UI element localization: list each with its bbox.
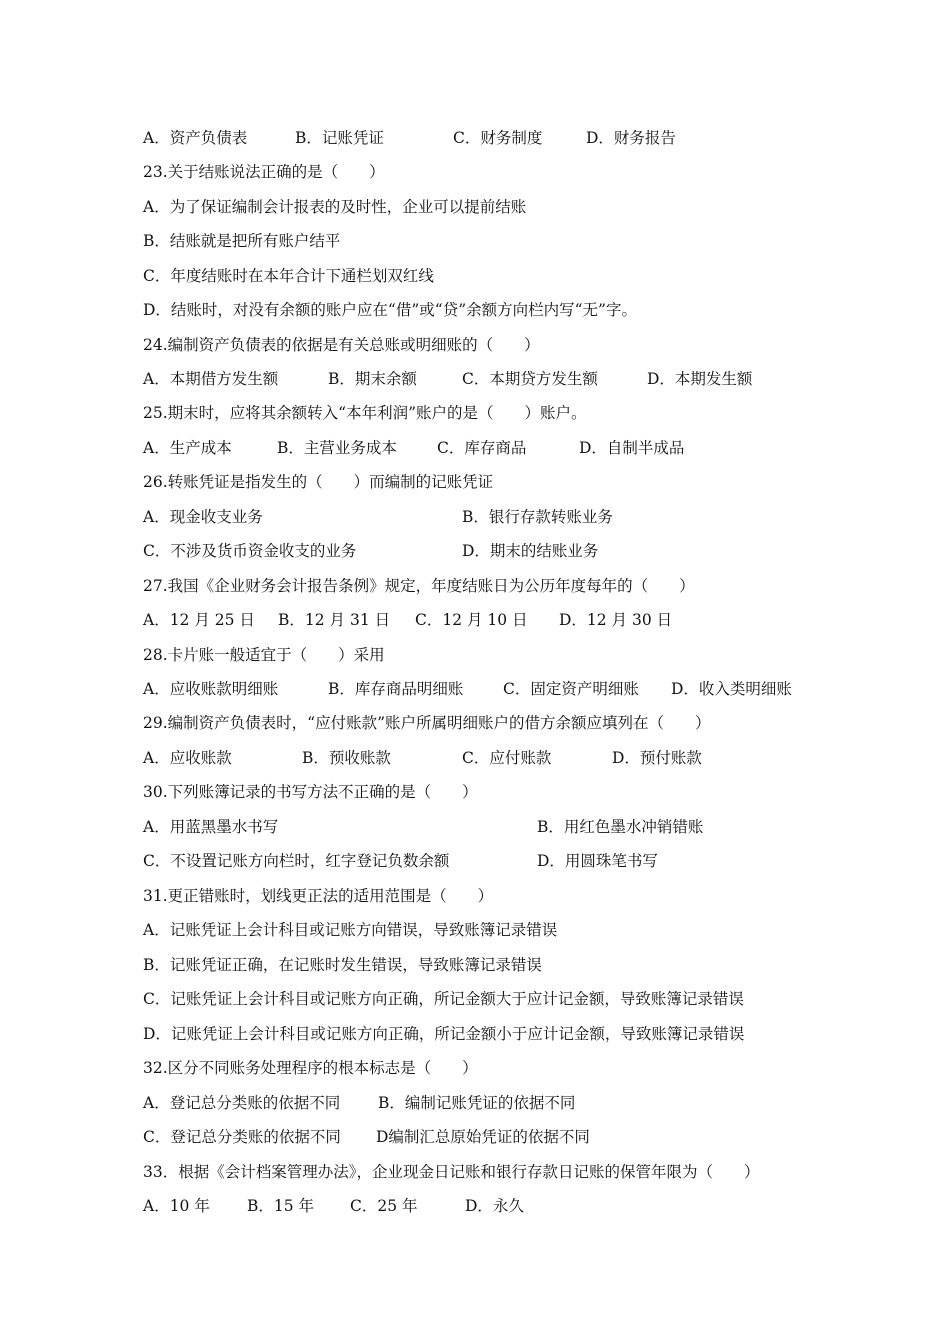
q22-option-a: A．资产负债表 [143,129,248,147]
q27-stem: 27.我国《企业财务会计报告条例》规定，年度结账日为公历年度每年的（ ） [143,577,695,595]
q31-option-d: D．记账凭证上会计科目或记账方向正确，所记金额小于应计记金额，导致账簿记录错误 [143,1025,745,1043]
q28-option-a: A．应收账款明细账 [143,680,279,698]
q28-option-b: B．库存商品明细账 [328,680,464,698]
q32-option-d: D编制汇总原始凭证的依据不同 [376,1128,590,1146]
q30-option-d: D．用圆珠笔书写 [537,852,658,870]
q30-stem: 30.下列账簿记录的书写方法不正确的是（ ） [143,783,478,801]
q22-option-d: D．财务报告 [586,129,676,147]
q29-option-b: B．预收账款 [302,749,391,767]
q22-option-c: C．财务制度 [453,129,543,147]
q29-option-c: C．应付账款 [462,749,552,767]
q27-option-a: A．12 月 25 日 [143,611,255,629]
q23-option-a: A．为了保证编制会计报表的及时性，企业可以提前结账 [143,198,527,216]
q23-option-d: D．结账时，对没有余额的账户应在“借”或“贷”余额方向栏内写“无”字。 [143,301,637,319]
q27-option-c: C．12 月 10 日 [415,611,528,629]
q24-stem: 24.编制资产负债表的依据是有关总账或明细账的（ ） [143,336,540,354]
q25-option-a: A．生产成本 [143,439,232,457]
q32-option-a: A．登记总分类账的依据不同 [143,1094,341,1112]
q31-option-a: A．记账凭证上会计科目或记账方向错误，导致账簿记录错误 [143,921,558,939]
q23-option-c: C．年度结账时在本年合计下通栏划双红线 [143,267,434,285]
q25-option-d: D．自制半成品 [579,439,685,457]
q31-option-b: B．记账凭证正确，在记账时发生错误，导致账簿记录错误 [143,956,542,974]
q32-option-b: B．编制记账凭证的依据不同 [378,1094,576,1112]
q26-stem: 26.转账凭证是指发生的（ ）而编制的记账凭证 [143,473,494,491]
q26-option-c: C．不涉及货币资金收支的业务 [143,542,357,560]
q30-option-b: B．用红色墨水冲销错账 [537,818,704,836]
q27-option-d: D．12 月 30 日 [559,611,673,629]
q23-stem: 23.关于结账说法正确的是（ ） [143,163,385,181]
q26-option-d: D．期末的结账业务 [462,542,599,560]
q29-stem: 29.编制资产负债表时，“应付账款”账户所属明细账户的借方余额应填列在（ ） [143,714,711,732]
q33-option-c: C．25 年 [350,1197,418,1215]
q29-option-d: D．预付账款 [612,749,702,767]
q22-option-b: B．记账凭证 [295,129,384,147]
q25-option-c: C．库存商品 [437,439,527,457]
q30-option-a: A．用蓝黑墨水书写 [143,818,279,836]
q32-stem: 32.区分不同账务处理程序的根本标志是（ ） [143,1059,478,1077]
q23-option-b: B．结账就是把所有账户结平 [143,232,341,250]
q26-option-b: B．银行存款转账业务 [462,508,613,526]
q24-option-b: B．期末余额 [328,370,417,388]
q30-option-c: C．不设置记账方向栏时，红字登记负数余额 [143,852,450,870]
q27-option-b: B．12 月 31 日 [278,611,391,629]
q32-option-c: C．登记总分类账的依据不同 [143,1128,341,1146]
q29-option-a: A．应收账款 [143,749,232,767]
q24-option-d: D．本期发生额 [647,370,753,388]
q25-stem: 25.期末时，应将其余额转入“本年利润”账户的是（ ）账户。 [143,404,587,422]
q33-option-d: D．永久 [465,1197,524,1215]
q24-option-a: A．本期借方发生额 [143,370,279,388]
q24-option-c: C．本期贷方发生额 [462,370,598,388]
q25-option-b: B．主营业务成本 [277,439,397,457]
q31-stem: 31.更正错账时，划线更正法的适用范围是（ ） [143,887,494,905]
q33-option-a: A．10 年 [143,1197,210,1215]
q28-stem: 28.卡片账一般适宜于（ ）采用 [143,646,385,664]
q28-option-d: D．收入类明细账 [671,680,792,698]
q26-option-a: A．现金收支业务 [143,508,263,526]
q33-option-b: B．15 年 [247,1197,315,1215]
q28-option-c: C．固定资产明细账 [503,680,639,698]
q31-option-c: C．记账凭证上会计科目或记账方向正确，所记金额大于应计记金额，导致账簿记录错误 [143,990,744,1008]
q33-stem: 33．根据《会计档案管理办法》，企业现金日记账和银行存款日记账的保管年限为（ ） [143,1163,760,1181]
